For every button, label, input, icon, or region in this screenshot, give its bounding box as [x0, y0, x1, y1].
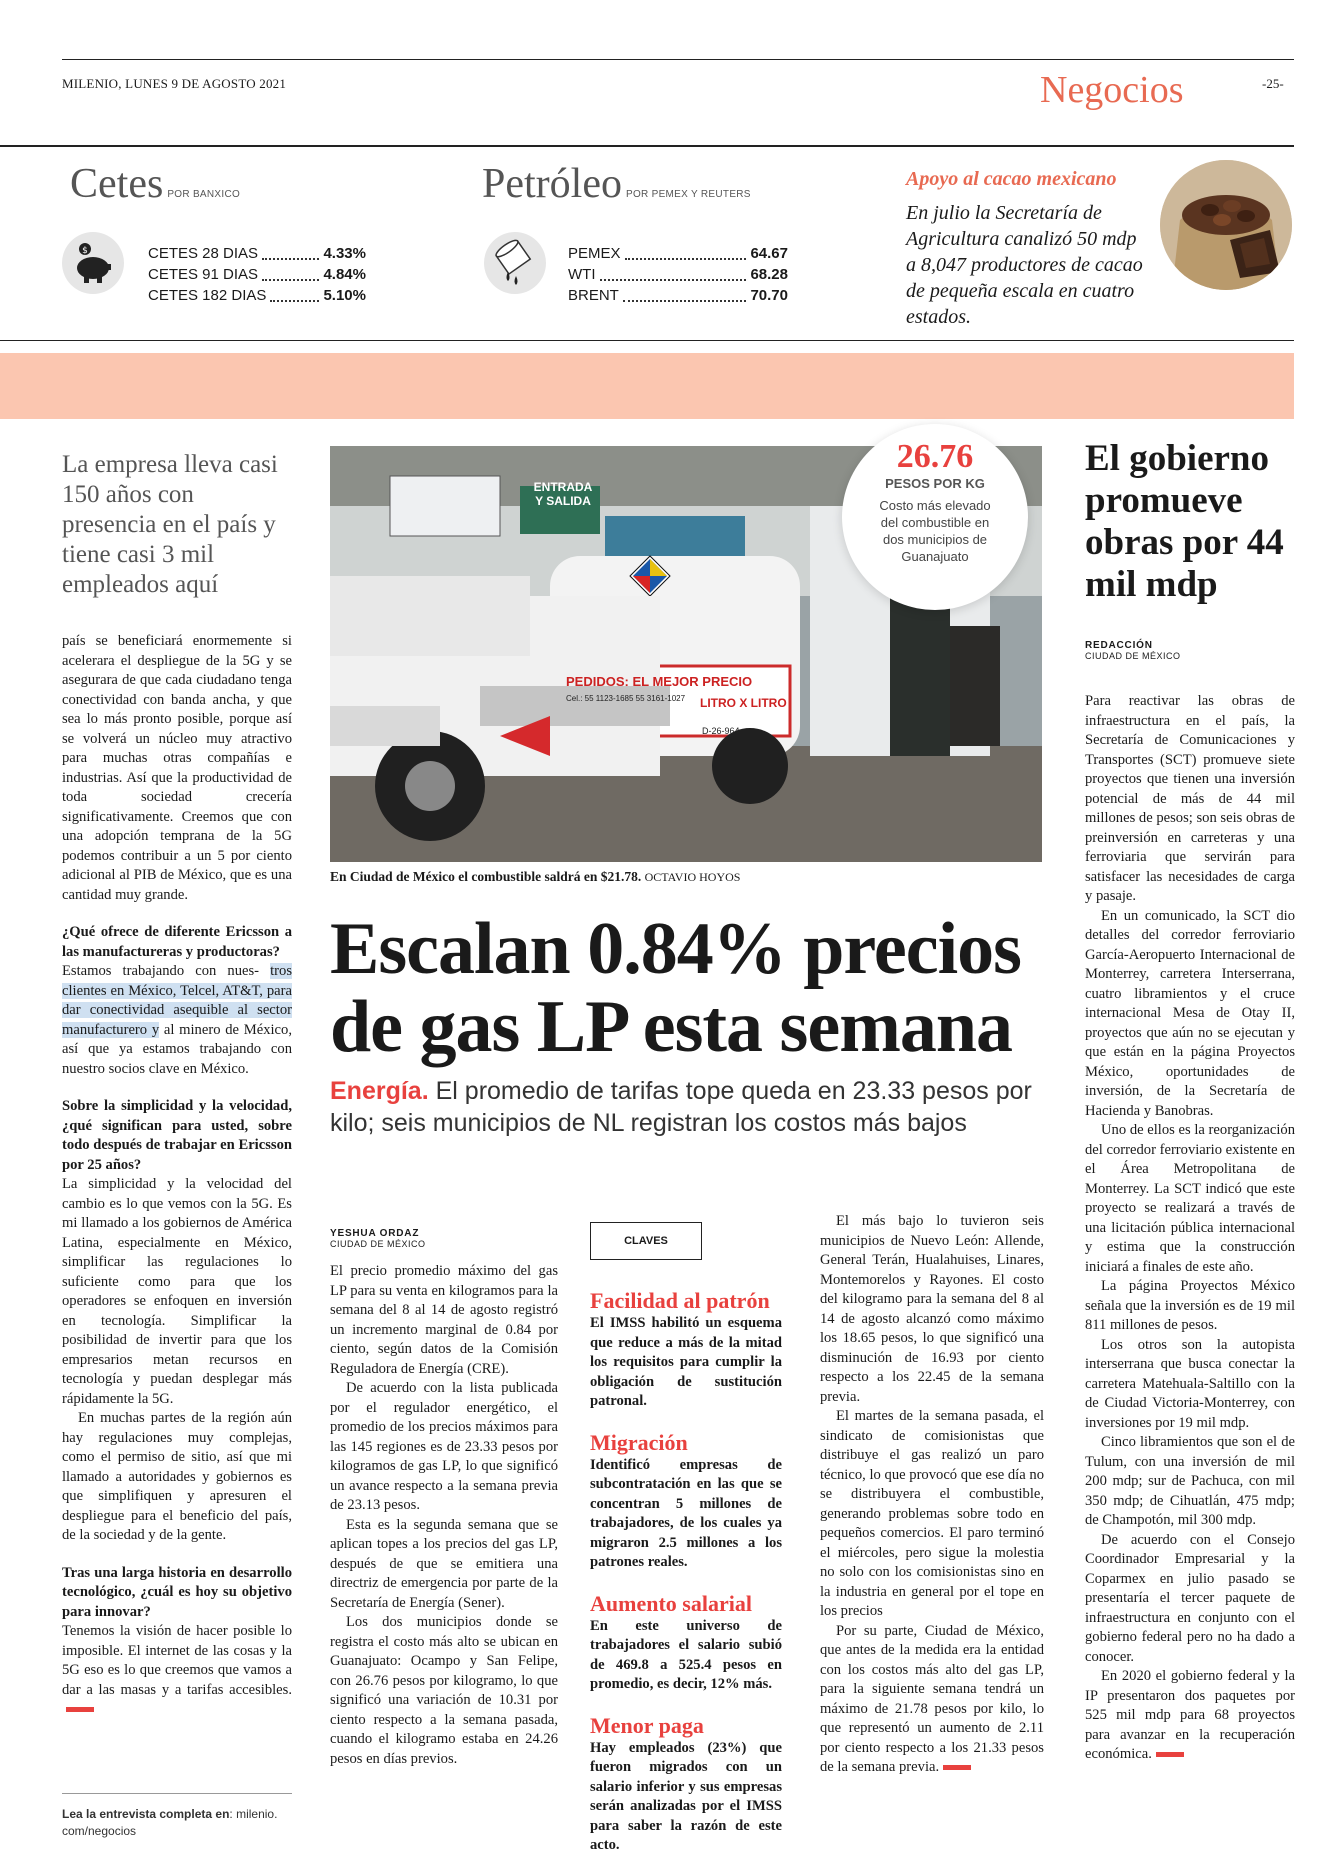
- interview-column: [62, 632, 292, 1720]
- side-paragraph: La página Proyectos México señala que la inversión es de 19 mil 811 millones de pesos.: [1085, 1278, 1295, 1333]
- oil-row: PEMEX 64.67: [568, 245, 788, 262]
- deck: Energía. El promedio de tarifas tope queda en 23.33 pesos por kilo; seis municipios de NL registran los costos más bajos: [330, 1077, 1032, 1137]
- clave-text: El IMSS habilitó un esquema que reduce a más de la mitad los requisitos para cumplir la obligación de sustitución patronal.: [590, 1315, 782, 1409]
- oil-row: WTI 68.28: [568, 266, 788, 283]
- claves-label: CLAVES: [590, 1222, 702, 1260]
- interview-question: ¿Qué ofrece de diferente Ericsson a las manufactureras y productoras?: [62, 924, 292, 960]
- end-mark: [66, 1707, 94, 1712]
- clave-item: [590, 1713, 782, 1856]
- truck-text: PEDIDOS: EL MEJOR PRECIO: [566, 674, 753, 689]
- cetes-title: Cetes: [70, 161, 164, 207]
- cacao-title: Apoyo al cacao mexicano: [906, 168, 1117, 190]
- article-paragraph: El más bajo lo tuvieron seis municipios de Nuevo León: Allende, General Terán, Hualahuises, Linares, Montemorelos y Rayones. El costo del kilogramo para la semana del 8 al 14 de agosto alcanzó como máximo los 18.65 pesos, lo que significó una disminución de 16.93 por ciento respecto a los 22.45 de la semana previa.: [820, 1213, 1044, 1405]
- interview-paragraph: En muchas partes de la región aún hay regulaciones muy complejas, como el permiso de sitio, así que mi llamado a autoridades y gobiernos es que simplifiquen y apresuren el despliegue para el beneficio del país, de la sociedad y de la gente.: [62, 1410, 292, 1543]
- side-paragraph: Los otros son la autopista interserrana que busca conectar la carretera Matehuala-Saltillo con la de Ciudad Victoria-Monterrey, con inversiones por 19 mil mdp.: [1085, 1336, 1295, 1431]
- interview-paragraph: La simplicidad y la velocidad del cambio es lo que vemos con la 5G. Es mi llamado a los gobiernos de América Latina, especialmente en México, simplificar las regulaciones lo suficiente como para que los operadores se enfoquen en inversión en tecnología. Simplificar la posibilidad de invertir para que los empresarios metan recursos en tecnología y puedan desplegar más rápidamente la 5G.: [62, 1176, 292, 1407]
- oil-barrel-icon: [484, 232, 546, 294]
- side-byline-location: CIUDAD DE MÉXICO: [1085, 651, 1181, 661]
- side-paragraph: De acuerdo con el Consejo Coordinador Empresarial y la Coparmex en julio pasado se presentaría el tercer paquete de infraestructura en conjunto con el gobierno federal pero no ha dado a conocer.: [1085, 1531, 1295, 1665]
- truck-text: LITRO X LITRO: [700, 696, 787, 710]
- clave-title: Aumento salarial: [590, 1590, 752, 1616]
- photo-caption: En Ciudad de México el combustible saldrá en $21.78. OCTAVIO HOYOS: [330, 869, 741, 884]
- bubble-text: Costo más elevado del combustible en dos municipios de Guanajuato: [879, 498, 991, 564]
- truck-phone: Cel.: 55 1123-1685 55 3161-1027: [566, 694, 686, 703]
- clave-title: Migración: [590, 1429, 688, 1455]
- photo-credit: OCTAVIO HOYOS: [644, 870, 741, 884]
- side-paragraph: En un comunicado, la SCT dio detalles del corredor ferroviario García-Aeropuerto Internacional de Monterrey, carretera Interserrana, cuatro libramientos y el cruce internacional Mesa de Otay II, proyectos que aún no se ejecutan y que están en la página Proyectos México, oportunidades de inversión, de la Secretaría de Hacienda y Banobras.: [1085, 907, 1295, 1119]
- interview-paragraph: país se beneficiará enormemente si acelerara el despliegue de la 5G y se asegurara de que cada ciudadano tenga conectividad con banda ancha, y que sea lo más pronto posible, porque así se volverá un núcleo muy atractivo para muchas otras compañías e industrias. Así que la productividad de toda sociedad crecería significativamente. Creemos que con una adopción temprana de la 5G podemos contribuir a un 5 por ciento adicional al PIB de México, que es una cantidad muy grande.: [62, 633, 292, 903]
- end-mark: [943, 1765, 971, 1770]
- footer-note: Lea la entrevista completa en: milenio. com/negocios: [62, 1807, 278, 1838]
- market-bottom-rule: [0, 340, 1294, 341]
- clave-item: [590, 1591, 782, 1695]
- cacao-text: En julio la Secretaría de Agricultura canalizó 50 mdp a 8,047 productores de cacao de pequeña escala en cuatro estados.: [906, 202, 1143, 328]
- side-paragraph: Cinco libramientos que son el de Tulum, con una inversión de mil 200 mdp; sur de Pachuca, con mil 350 mdp; de Cihuatlán, 475 mdp; de Champotón, mil 300 mdp.: [1085, 1434, 1295, 1528]
- article-paragraph: Esta es la segunda semana que se aplican topes a los precios del gas LP, después de que se emitiera una directriz de emergencia por parte de la Secretaría de Energía (Sener).: [330, 1516, 558, 1611]
- cetes-source: POR BANXICO: [167, 189, 241, 200]
- footer-rule: [62, 1793, 292, 1794]
- clave-item: [590, 1288, 782, 1412]
- byline-author: YESHUA ORDAZ: [330, 1228, 420, 1239]
- petroleo-source: POR PEMEX Y REUTERS: [625, 189, 751, 200]
- dateline: MILENIO, LUNES 9 DE AGOSTO 2021: [62, 76, 287, 91]
- pull-quote: La empresa lleva casi 150 años con presencia en el país y tiene casi 3 mil empleados aquí: [62, 451, 278, 598]
- highlighted-text: tros clientes en México, Telcel, AT&T, para dar conectividad asequible al sector manufacturero y: [62, 963, 292, 1038]
- header-bottom-rule: [0, 145, 1294, 147]
- interview-question: Tras una larga historia en desarrollo tecnológico, ¿cuál es hoy su objetivo para innovar?: [62, 1564, 292, 1620]
- article-column-1: [330, 1262, 558, 1769]
- clave-text: Hay empleados (23%) que fueron migrados con un salario inferior y sus empresas serán analizadas por el IMSS para saber la razón de este acto.: [590, 1739, 782, 1853]
- svg-text:$: $: [82, 246, 88, 256]
- petroleo-title: Petróleo: [482, 161, 622, 207]
- headline: Escalan 0.84% precios de gas LP esta semana: [330, 908, 1021, 1068]
- cetes-block: [62, 160, 402, 340]
- piggy-bank-icon: [62, 232, 124, 294]
- oil-row: BRENT 70.70: [568, 287, 788, 304]
- article-column-3: [820, 1212, 1044, 1778]
- bubble-unit: PESOS POR KG: [885, 476, 985, 491]
- petroleo-block: [480, 160, 820, 340]
- price-bubble: [842, 424, 1028, 610]
- side-paragraph: Para reactivar las obras de infraestructura en el país, la Secretaría de Comunicaciones y Transportes (SCT) promueve siete proyectos que tienen una inversión potencial de más de 44 mil millones de pesos; son seis obras de preinversión en carreteras y una ferroviaria que servirán para satisfacer las necesidades de carga y pasaje.: [1085, 693, 1295, 904]
- side-paragraph: Uno de ellos es la reorganización del corredor ferroviario existente en el Área Metropolitana de Monterrey. La SCT indicó que este proyecto se realizará a través de una licitación pública internacional y estima que la construcción iniciará a finales de este año.: [1085, 1122, 1295, 1275]
- claves-list: [590, 1288, 782, 1856]
- clave-title: Menor paga: [590, 1712, 704, 1738]
- side-headline: El gobierno promueve obras por 44 mil mdp: [1085, 438, 1284, 605]
- side-article: [1085, 692, 1295, 1765]
- interview-paragraph: Tenemos la visión de hacer posible lo imposible. El internet de las cosas y la 5G eso es lo que creemos que vamos a dar a las masas y a tarifas accesibles.: [62, 1622, 292, 1720]
- interview-question: Sobre la simplicidad y la velocidad, ¿qué significan para usted, sobre todo después de trabajar en Ericsson por 25 años?: [62, 1098, 292, 1173]
- side-byline-author: REDACCIÓN: [1085, 640, 1153, 651]
- advert-band: [0, 353, 1294, 419]
- deck-kicker: Energía.: [330, 1077, 429, 1105]
- cetes-row: CETES 28 DIAS 4.33%: [148, 245, 366, 262]
- cetes-row: CETES 91 DIAS 4.84%: [148, 266, 366, 283]
- side-paragraph: En 2020 el gobierno federal y la IP presentaron dos paquetes por 525 mil mdp para 68 proyectos para avanzar en la recuperación económica.: [1085, 1668, 1295, 1762]
- article-paragraph: Los dos municipios donde se registra el costo más alto se ubican en Guanajuato: Ocampo y San Felipe, con 26.76 pesos por kilogramo, lo que significó una variación de 10.31 por ciento respecto a la semana pasada, cuando el kilogramo estaba en 24.26 pesos en días previos.: [330, 1614, 558, 1767]
- clave-item: [590, 1430, 782, 1573]
- cacao-photo: [1160, 160, 1292, 290]
- article-paragraph: De acuerdo con la lista publicada por el regulador energético, el promedio de los precios máximos para las 145 regiones es de 23.33 pesos por kilogramos de gas LP, lo que significó un avance respecto a la semana previa de 23.13 pesos.: [330, 1380, 558, 1513]
- entrada-sign: ENTRADA Y SALIDA: [533, 480, 593, 508]
- end-mark: [1156, 1752, 1184, 1757]
- truck-plate: D-26-964: [702, 726, 740, 736]
- article-paragraph: El martes de la semana pasada, el sindicato de comisionistas que distribuye el gas realizó un paro técnico, lo que provocó que ese día no se distribuyera el combustible, generando problemas sobre todo en pequeños comercios. El paro terminó el miércoles, pero sigue la molestia no solo con los comisionistas sino en la industria en general por el tope en los precios: [820, 1408, 1044, 1619]
- footer-link[interactable]: : milenio. com/negocios: [62, 1807, 278, 1838]
- cetes-row: CETES 182 DIAS 5.10%: [148, 287, 366, 304]
- article-paragraph: El precio promedio máximo del gas LP para su venta en kilogramos para la semana del 8 al 14 de agosto registró un incremento marginal de 0.84 por ciento, según datos de la Comisión Reguladora de Energía (CRE).: [330, 1263, 558, 1377]
- page-number: -25-: [1262, 76, 1284, 91]
- clave-text: Identificó empresas de subcontratación en las que se concentran 5 millones de trabajadores, de los cuales ya migraron 2.5 millones a los patrones reales.: [590, 1456, 782, 1570]
- section-title: Negocios: [1040, 69, 1184, 111]
- interview-paragraph: Estamos trabajando con nues- tros clientes en México, Telcel, AT&T, para dar conectividad asequible al sector manufacturero y al minero de México, así que ya estamos trabajando con nuestro socios clave en México.: [62, 963, 292, 1077]
- clave-title: Facilidad al patrón: [590, 1288, 770, 1313]
- clave-text: En este universo de trabajadores el salario subió de 469.8 a 525.4 pesos en promedio, es decir, 12% más.: [590, 1617, 782, 1692]
- byline-location: CIUDAD DE MÉXICO: [330, 1239, 426, 1249]
- top-rule: [62, 59, 1294, 60]
- article-paragraph: Por su parte, Ciudad de México, que antes de la medida era la entidad con los costos más alto del gas LP, para la siguiente semana tendrá un máximo de 21.78 pesos por kilo, lo que representó un aumento de 2.11 por ciento respecto a los 21.33 pesos de la semana previa.: [820, 1622, 1044, 1775]
- bubble-value: 26.76: [896, 438, 974, 475]
